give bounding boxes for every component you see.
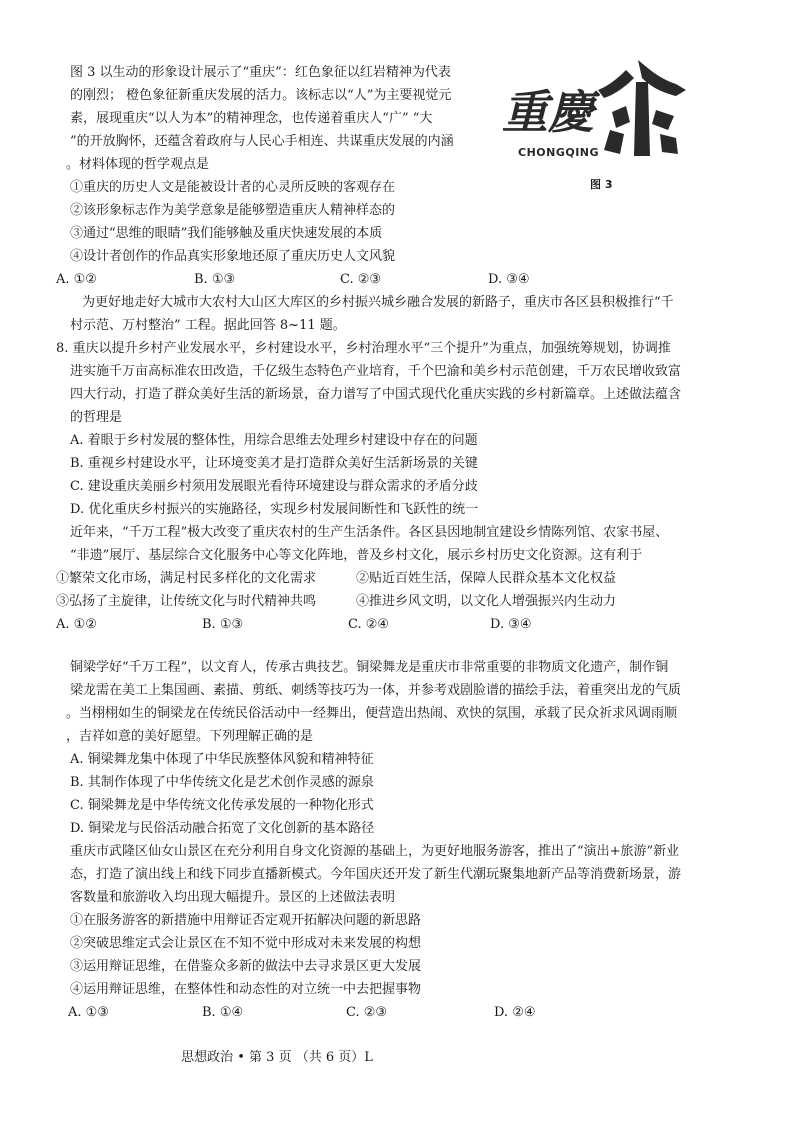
q10-stem-line: 铜梁学好“千万工程”，以文育人，传承古典技艺。铜梁舞龙是重庆市非常重要的非物质文化遗产，制作铜: [70, 660, 669, 675]
page-footer: 思想政治 • 第 3 页 （共 6 页）L: [181, 1050, 373, 1065]
q8-option-b[interactable]: B. 重视乡村建设水平，让环境变美才是打造群众美好生活新场景的关键: [70, 456, 478, 471]
q9-items-row: [56, 570, 696, 588]
group-intro-line: 为更好地走好大城市大农村大山区大库区的乡村振兴城乡融合发展的新路子，重庆市各区县积极推行“千: [82, 295, 674, 310]
chongqing-logo-graphic: [500, 56, 690, 164]
q8-stem-line: 8. 重庆以提升乡村产业发展水平，乡村建设水平，乡村治理水平“三个提升”为重点，加强统筹规划，协调推: [56, 341, 671, 356]
q7-option-b[interactable]: B. ①③: [194, 272, 236, 287]
q9-option-d[interactable]: D. ③④: [490, 617, 532, 632]
q8-option-c[interactable]: C. 建设重庆美丽乡村须用发展眼光看待环境建设与群众需求的矛盾分歧: [70, 479, 478, 494]
q9-items-row: [56, 593, 696, 611]
logo-arm-left-shape: [598, 70, 634, 98]
q11-item: ②突破思维定式会让景区在不知不觉中形成对未来发展的构想: [70, 936, 422, 951]
q10-option-b[interactable]: B. 其制作体现了中华传统文化是艺术创作灵感的源泉: [70, 775, 374, 790]
q11-options: [68, 1004, 668, 1022]
q9-stem-line: “非遗”展厅、基层综合文化服务中心等文化阵地，普及乡村文化，展示乡村历史文化资源。这有利于: [70, 548, 643, 563]
q11-item: ④运用辩证思维，在整体性和动态性的对立统一中去把握事物: [70, 982, 422, 997]
q9-option-c[interactable]: C. ②④: [348, 617, 390, 632]
q11-option-a[interactable]: A. ①③: [68, 1005, 109, 1020]
q7-stem-line: ”的开放胸怀，还蕴含着政府与人民心手相连、共谋重庆发展的内涵: [70, 134, 454, 149]
q11-stem-line: 客数量和旅游收入均出现大幅提升。景区的上述做法表明: [70, 890, 396, 905]
q9-item: ④推进乡风文明，以文化人增强振兴内生动力: [356, 594, 617, 609]
logo-foot-left-shape: [604, 130, 624, 154]
q8-stem-line: 进实施千万亩高标准农田改造，千亿级生态特色产业培育，千个巴渝和美乡村示范创建，千万农民增收致富: [70, 364, 682, 379]
q7-stem-line: 素，展现重庆“以人为本”的精神理念，也传递着重庆人“广” “大: [70, 111, 433, 126]
q10-stem-line: 。当栩栩如生的铜梁龙在传统民俗活动中一经舞出，便营造出热闹、欢快的氛围，承载了民众祈求风调雨顺: [66, 706, 678, 721]
logo-body-shape: [634, 82, 650, 156]
q7-option-d[interactable]: D. ③④: [488, 272, 530, 287]
q9-item: ③弘扬了主旋律，让传统文化与时代精神共鸣: [56, 594, 317, 609]
q7-stem-line: 。材料体现的哲学观点是: [66, 157, 210, 172]
group-intro-line: 村示范、万村整治” 工程。据此回答 8~11 题。: [70, 318, 346, 333]
logo-foot-right-shape: [660, 134, 678, 154]
q10-stem-line: ，吉祥如意的美好愿望。下列理解正确的是: [66, 729, 314, 744]
q10-stem-line: 梁龙需在美工上集国画、素描、剪纸、刺绣等技巧为一体，并参考戏剧脸谱的描绘手法，着重突出龙的气质: [70, 683, 682, 698]
q8-option-a[interactable]: A. 着眼于乡村发展的整体性，用综合思维去处理乡村建设中存在的问题: [70, 433, 478, 448]
q10-option-d[interactable]: D. 铜梁龙与民俗活动融合拓宽了文化创新的基本路径: [70, 821, 375, 836]
q7-stem-line: 的刚烈； 橙色象征新重庆发展的活力。该标志以“人”为主要视觉元: [70, 88, 452, 103]
q11-option-c[interactable]: C. ②③: [346, 1005, 388, 1020]
q9-option-a[interactable]: A. ①②: [56, 617, 97, 632]
chongqing-logo: [500, 56, 690, 164]
q7-options: [56, 271, 656, 289]
q10-option-c[interactable]: C. 铜梁舞龙是中华传统文化传承发展的一种物化形式: [70, 798, 374, 813]
q7-stem-line: 图 3 以生动的形象设计展示了“重庆”：红色象征以红岩精神为代表: [70, 65, 451, 80]
q7-option-a[interactable]: A. ①②: [56, 272, 97, 287]
q11-stem-line: 态，打造了演出线上和线下同步直播新模式。今年国庆还开发了新生代潮玩聚集地新产品等消费新场景，游: [70, 867, 682, 882]
q11-item: ③运用辩证思维，在借鉴众多新的做法中去寻求景区更大发展: [70, 959, 422, 974]
q8-option-d[interactable]: D. 优化重庆乡村振兴的实施路径，实现乡村发展间断性和飞跃性的统一: [70, 502, 479, 517]
q11-option-d[interactable]: D. ②④: [494, 1005, 536, 1020]
q10-option-a[interactable]: A. 铜梁舞龙集中体现了中华民族整体风貌和精神特征: [70, 752, 374, 767]
q8-stem-line: 四大行动，打造了群众美好生活的新场景，奋力谱写了中国式现代化重庆实践的乡村新篇章。上述做法蕴含: [70, 387, 682, 402]
q11-item: ①在服务游客的新措施中用辩证否定观开拓解决问题的新思路: [70, 913, 422, 928]
q7-item: ④设计者创作的作品真实形象地还原了重庆历史人文风貌: [70, 249, 396, 264]
q9-option-b[interactable]: B. ①③: [202, 617, 244, 632]
q9-item: ①繁荣文化市场，满足村民多样化的文化需求: [56, 571, 317, 586]
q9-options: [56, 616, 656, 634]
q7-item: ③通过“思维的眼睛”我们能够触及重庆快速发展的本质: [70, 226, 383, 241]
q7-item: ②该形象标志作为美学意象是能够塑造重庆人精神样态的: [70, 203, 396, 218]
logo-leg-left-shape: [612, 106, 630, 128]
q9-item: ②贴近百姓生活，保障人民群众基本文化权益: [356, 571, 617, 586]
q11-stem-line: 重庆市武隆区仙女山景区在充分利用自身文化资源的基础上，为更好地服务游客，推出了“演出+旅游”新业: [70, 844, 680, 859]
q9-stem-line: 近年来，“千万工程”极大改变了重庆农村的生产生活条件。各区县因地制宜建设乡情陈列馆、农家书屋、: [70, 525, 669, 540]
figure-label: 图 3: [590, 178, 613, 191]
q11-option-b[interactable]: B. ①④: [202, 1005, 244, 1020]
logo-leg-right-shape: [652, 110, 674, 130]
q7-option-c[interactable]: C. ②③: [340, 272, 382, 287]
q8-stem-line: 的哲理是: [70, 410, 123, 425]
logo-english-text: CHONGQING: [518, 146, 600, 159]
q7-item: ①重庆的历史人文是能被设计者的心灵所反映的客观存在: [70, 180, 396, 195]
logo-chinese-text: 重慶: [502, 85, 594, 139]
